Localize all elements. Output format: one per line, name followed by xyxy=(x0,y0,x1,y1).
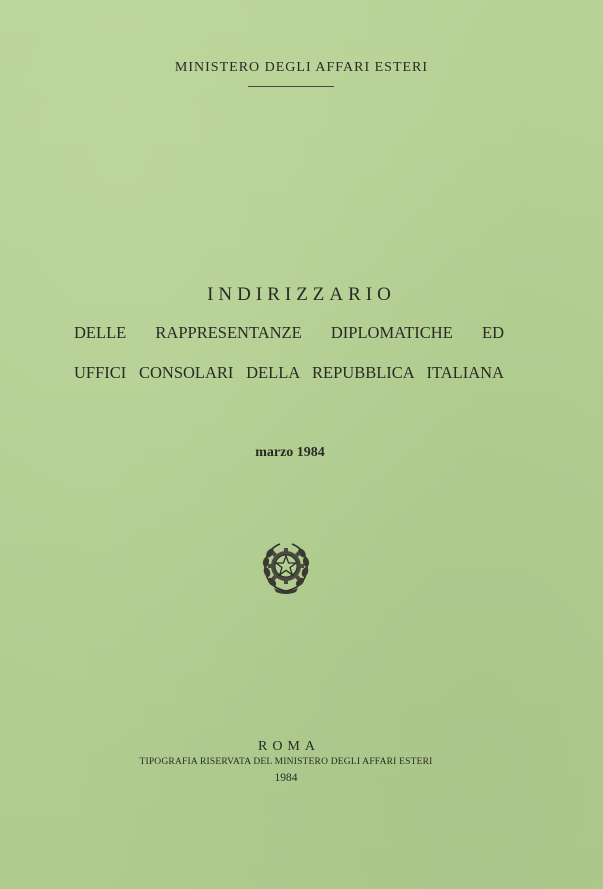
subtitle-word: DELLE xyxy=(74,323,127,342)
ministry-name: MINISTERO DEGLI AFFARI ESTERI xyxy=(174,60,429,75)
subtitle-word: ED xyxy=(482,323,504,342)
document-title: INDIRIZZARIO xyxy=(207,284,396,305)
publication-city: ROMA xyxy=(257,739,320,754)
printer-name: TIPOGRAFIA RISERVATA DEL MINISTERO DEGLI AFFARI ESTERI xyxy=(139,757,433,767)
publication-date: marzo 1984 xyxy=(255,445,325,460)
subtitle-line-2: UFFICI CONSOLARI DELLA REPUBBLICA ITALIANA xyxy=(74,363,504,382)
italian-republic-emblem-icon xyxy=(260,538,312,596)
ministry-underline xyxy=(248,86,334,87)
publication-year: 1984 xyxy=(274,772,298,784)
subtitle-line-1 xyxy=(74,323,504,343)
subtitle-word: RAPPRESENTANZE xyxy=(155,323,302,342)
subtitle-word: DIPLOMATICHE xyxy=(330,323,453,342)
